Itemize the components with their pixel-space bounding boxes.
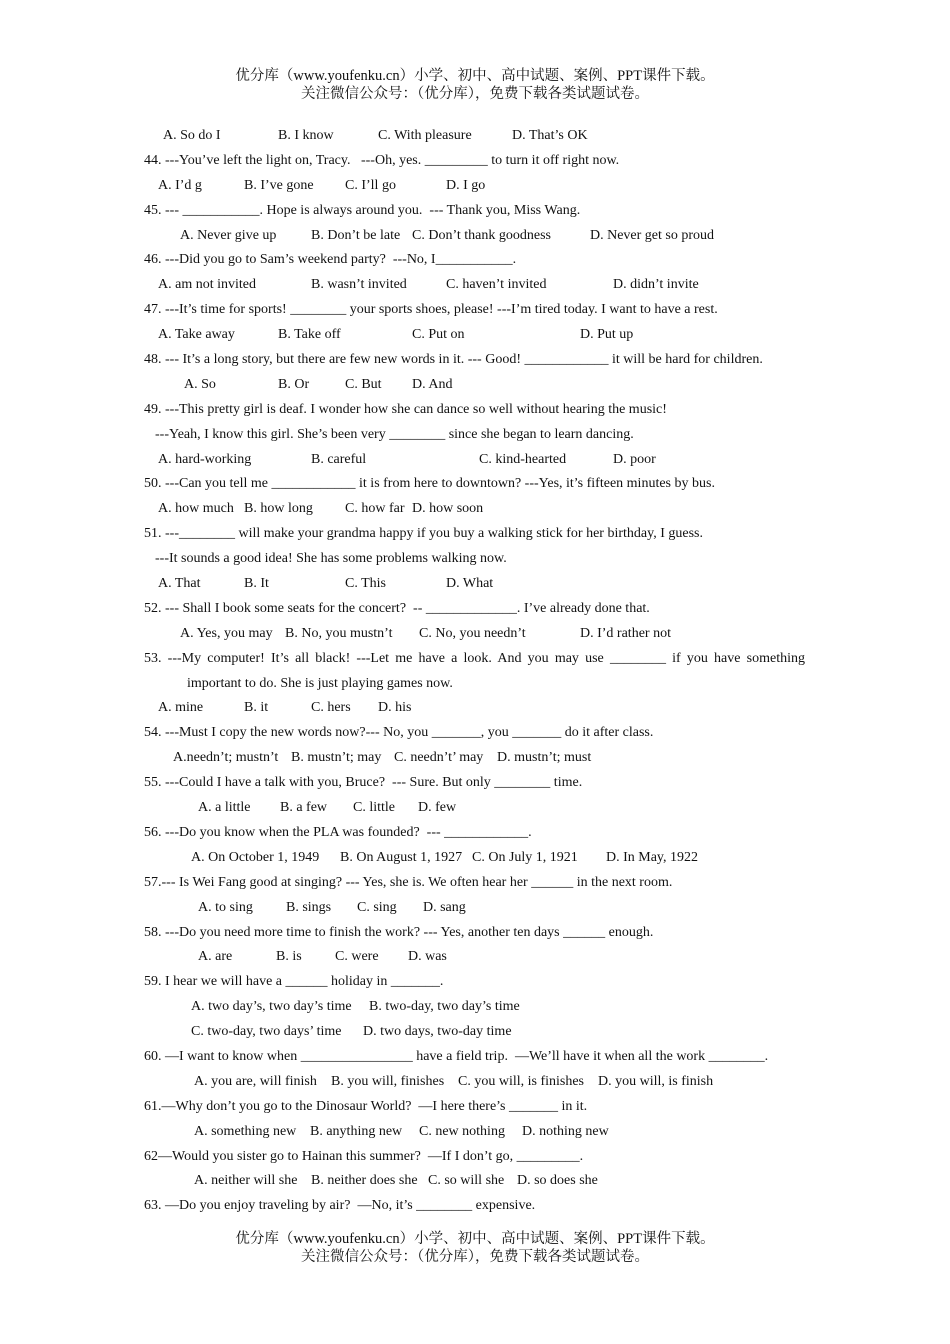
answer-option: A. I’d g <box>158 177 202 193</box>
answer-option: A. are <box>198 949 233 965</box>
text-line <box>0 224 950 249</box>
text-line <box>0 199 950 224</box>
answer-option: B. It <box>244 576 269 592</box>
text-line <box>0 348 950 373</box>
question-text: 48. --- It’s a long story, but there are few new words in it. --- Good! ____________ it will be hard for children. <box>144 352 763 368</box>
answer-option: D. mustn’t; must <box>497 750 592 766</box>
question-text: 47. ---It’s time for sports! ________ your sports shoes, please! ---I’m tired today. I want to have a rest. <box>144 302 718 318</box>
answer-option: D. I go <box>446 177 486 193</box>
text-line <box>0 1045 950 1070</box>
answer-option: C. little <box>353 800 395 816</box>
answer-option: B. Or <box>278 376 310 392</box>
question-text: 45. --- ___________. Hope is always around you. --- Thank you, Miss Wang. <box>144 202 581 218</box>
answer-option: D. What <box>446 576 494 592</box>
answer-option: C. two-day, two days’ time <box>191 1024 342 1040</box>
answer-option: B. a few <box>280 800 328 816</box>
question-text: 63. —Do you enjoy traveling by air? —No, it’s ________ expensive. <box>144 1198 536 1214</box>
footer-line-1: 优分库（www.youfenku.cn）小学、初中、高中试题、案例、PPT课件下载。 <box>235 1231 715 1247</box>
answer-option: B. it <box>244 700 269 716</box>
text-line <box>0 398 950 423</box>
text-line <box>0 896 950 921</box>
answer-option: C. hers <box>311 700 351 716</box>
text-line <box>0 921 950 946</box>
text-line <box>0 174 950 199</box>
text-line <box>0 871 950 896</box>
text-line <box>0 721 950 746</box>
answer-option: B. you will, finishes <box>331 1073 445 1089</box>
answer-option: C. I’ll go <box>345 177 396 193</box>
text-line <box>0 472 950 497</box>
text-line <box>0 796 950 821</box>
answer-option: D. Never get so proud <box>590 227 715 243</box>
answer-option: D. his <box>378 700 412 716</box>
text-line <box>0 149 950 174</box>
question-text: ---It sounds a good idea! She has some problems walking now. <box>155 551 507 567</box>
answer-option: B. careful <box>311 451 367 467</box>
answer-option: C. kind-hearted <box>479 451 567 467</box>
answer-option: D. I’d rather not <box>580 625 671 641</box>
answer-option: A.needn’t; mustn’t <box>173 750 279 766</box>
answer-option: A. something new <box>194 1123 297 1139</box>
answer-option: A. Never give up <box>180 227 277 243</box>
answer-option: B. No, you mustn’t <box>285 625 393 641</box>
text-line <box>0 124 950 149</box>
answer-option: C. Don’t thank goodness <box>412 227 551 243</box>
answer-option: B. Don’t be late <box>311 227 401 243</box>
answer-option: B. neither does she <box>311 1173 418 1189</box>
text-line <box>0 1169 950 1194</box>
question-text: 53. ---My computer! It’s all black! ---Let me have a look. And you may use ________ if you have something <box>144 650 805 666</box>
answer-option: B. is <box>276 949 302 965</box>
answer-option: C. But <box>345 376 382 392</box>
question-text: 46. ---Did you go to Sam’s weekend party? ---No, I___________. <box>144 252 517 268</box>
text-line <box>0 672 950 697</box>
answer-option: C. With pleasure <box>378 128 472 143</box>
answer-option: A. Yes, you may <box>180 625 273 641</box>
answer-option: D. so does she <box>517 1173 598 1189</box>
text-line <box>0 746 950 771</box>
answer-option: C. haven’t invited <box>446 277 547 293</box>
answer-option: C. needn’t’ may <box>394 750 484 766</box>
answer-option: C. so will she <box>428 1173 505 1189</box>
text-line <box>0 373 950 398</box>
answer-option: A. neither will she <box>194 1173 298 1189</box>
question-text: 59. I hear we will have a ______ holiday in _______. <box>144 974 444 990</box>
text-line <box>0 1070 950 1095</box>
answer-option: B. anything new <box>310 1123 403 1139</box>
answer-option: D. poor <box>613 451 656 467</box>
text-line <box>0 497 950 522</box>
answer-option: A. you are, will finish <box>194 1073 317 1089</box>
question-text: 52. --- Shall I book some seats for the concert? -- _____________. I’ve already done that. <box>144 600 650 616</box>
footer-line-2: 关注微信公众号：（优分库），免费下载各类试题试卷。 <box>301 1249 649 1265</box>
answer-option: B. I’ve gone <box>244 177 314 193</box>
answer-option: A. to sing <box>198 899 253 915</box>
answer-option: A. On October 1, 1949 <box>191 849 320 865</box>
answer-option: C. you will, is finishes <box>458 1073 585 1089</box>
answer-option: B. On August 1, 1927 <box>340 849 463 865</box>
question-text: 57.--- Is Wei Fang good at singing? --- Yes, she is. We often hear her ______ in the next room. <box>144 874 673 890</box>
answer-option: A. how much <box>158 501 234 517</box>
answer-option: A. mine <box>158 700 204 716</box>
answer-option: B. sings <box>286 899 332 915</box>
answer-option: C. Put on <box>412 327 465 343</box>
answer-option: D. didn’t invite <box>613 277 699 293</box>
answer-option: D. two days, two-day time <box>363 1024 512 1040</box>
header-line-1: 优分库（www.youfenku.cn）小学、初中、高中试题、案例、PPT课件下载。 <box>235 68 715 84</box>
answer-option: A. a little <box>198 800 251 816</box>
text-line <box>0 1120 950 1145</box>
answer-option: A. two day’s, two day’s time <box>191 999 352 1015</box>
exam-questions <box>0 124 950 1219</box>
answer-option: D. nothing new <box>522 1123 609 1139</box>
text-line <box>0 696 950 721</box>
question-text: 51. ---________ will make your grandma happy if you buy a walking stick for her birthday, I guess. <box>144 526 703 542</box>
answer-option: C. On July 1, 1921 <box>472 849 578 865</box>
text-line <box>0 298 950 323</box>
text-line <box>0 945 950 970</box>
question-text: 49. ---This pretty girl is deaf. I wonder how she can dance so well without hearing the music! <box>144 401 667 417</box>
answer-option: A. So do I <box>163 128 221 143</box>
text-line <box>0 771 950 796</box>
answer-option: B. mustn’t; may <box>291 750 382 766</box>
text-line <box>0 323 950 348</box>
text-line <box>0 995 950 1020</box>
text-line <box>0 423 950 448</box>
answer-option: C. were <box>335 949 379 965</box>
question-text: important to do. She is just playing games now. <box>187 675 453 691</box>
answer-option: D. Put up <box>580 327 634 343</box>
answer-option: D. you will, is finish <box>598 1073 714 1089</box>
answer-option: A. That <box>158 576 201 592</box>
text-line <box>0 647 950 672</box>
question-text: 44. ---You’ve left the light on, Tracy. ---Oh, yes. _________ to turn it off right now. <box>144 152 620 168</box>
text-line <box>0 1020 950 1045</box>
text-line <box>0 547 950 572</box>
page-footer <box>0 1230 950 1266</box>
header-line-2: 关注微信公众号：（优分库），免费下载各类试题试卷。 <box>301 86 649 102</box>
text-line <box>0 970 950 995</box>
answer-option: C. No, you needn’t <box>419 625 526 641</box>
text-line <box>0 1194 950 1219</box>
text-line <box>0 846 950 871</box>
page-header <box>0 67 950 103</box>
answer-option: D. how soon <box>412 501 484 517</box>
answer-option: C. This <box>345 576 386 592</box>
answer-option: A. Take away <box>158 327 235 343</box>
text-line <box>0 622 950 647</box>
answer-option: D. And <box>412 376 453 392</box>
text-line <box>0 522 950 547</box>
question-text: 56. ---Do you know when the PLA was founded? --- ____________. <box>144 824 532 840</box>
question-text: 58. ---Do you need more time to finish the work? --- Yes, another ten days ______ enough. <box>144 924 654 940</box>
answer-option: B. how long <box>244 501 313 517</box>
answer-option: A. hard-working <box>158 451 252 467</box>
question-text: 50. ---Can you tell me ____________ it is from here to downtown? ---Yes, it’s fifteen minutes by bus. <box>144 476 715 492</box>
answer-option: D. That’s OK <box>512 128 588 143</box>
answer-option: D. was <box>408 949 447 965</box>
answer-option: B. two-day, two day’s time <box>369 999 520 1015</box>
text-line <box>0 1095 950 1120</box>
text-line <box>0 821 950 846</box>
answer-option: B. I know <box>278 128 334 143</box>
text-line <box>0 1145 950 1170</box>
question-text: 61.—Why don’t you go to the Dinosaur World? —I here there’s _______ in it. <box>144 1098 588 1114</box>
answer-option: C. how far <box>345 501 405 517</box>
text-line <box>0 572 950 597</box>
question-text: 60. —I want to know when ________________ have a field trip. —We’ll have it when all the work ________. <box>144 1048 769 1064</box>
question-text: ---Yeah, I know this girl. She’s been very ________ since she began to learn dancing. <box>155 426 634 442</box>
answer-option: A. So <box>184 376 216 392</box>
answer-option: C. new nothing <box>419 1123 505 1139</box>
text-line <box>0 273 950 298</box>
question-text: 55. ---Could I have a talk with you, Bruce? --- Sure. But only ________ time. <box>144 775 583 791</box>
text-line <box>0 597 950 622</box>
answer-option: C. sing <box>357 899 397 915</box>
answer-option: B. wasn’t invited <box>311 277 407 293</box>
text-line <box>0 248 950 273</box>
question-text: 54. ---Must I copy the new words now?--- No, you _______, you _______ do it after class. <box>144 725 654 741</box>
text-line <box>0 448 950 473</box>
answer-option: D. few <box>418 800 457 816</box>
answer-option: D. sang <box>423 899 466 915</box>
question-text: 62—Would you sister go to Hainan this summer? —If I don’t go, _________. <box>144 1148 584 1164</box>
answer-option: A. am not invited <box>158 277 256 293</box>
answer-option: B. Take off <box>278 327 341 343</box>
answer-option: D. In May, 1922 <box>606 849 699 865</box>
